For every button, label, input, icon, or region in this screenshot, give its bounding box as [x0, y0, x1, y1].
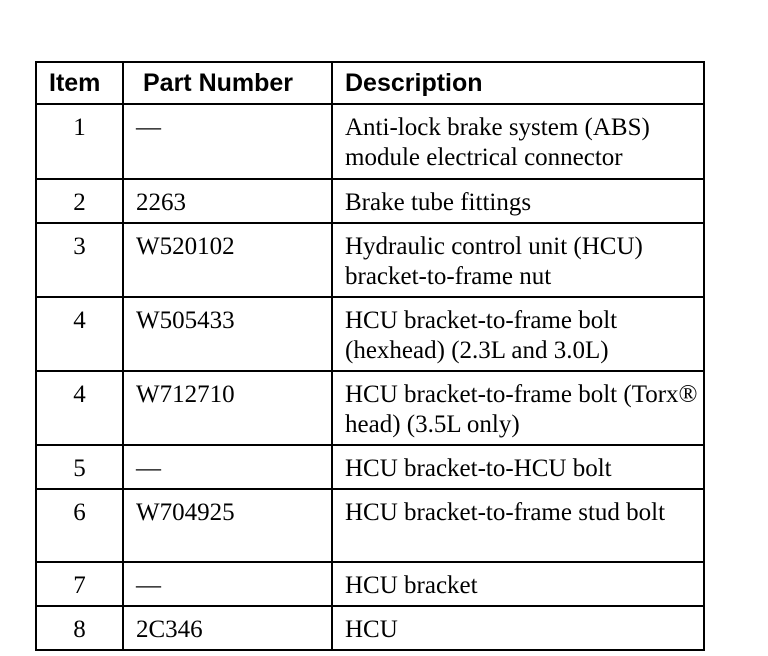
header-row	[36, 62, 704, 104]
description-cell: Brake tube fittings	[332, 179, 704, 223]
part-number-cell: W505433	[123, 297, 332, 371]
table-row	[36, 371, 704, 445]
part-number-cell: 2C346	[123, 606, 332, 650]
item-cell: 1	[36, 104, 123, 179]
part-number-cell: W712710	[123, 371, 332, 445]
item-cell: 3	[36, 223, 123, 297]
header-description: Description	[332, 62, 704, 104]
part-number-cell: —	[123, 445, 332, 489]
description-cell: HCU	[332, 606, 704, 650]
item-cell: 2	[36, 179, 123, 223]
part-number-cell: W520102	[123, 223, 332, 297]
description-cell: HCU bracket-to-frame stud bolt	[332, 489, 704, 562]
part-number-cell: 2263	[123, 179, 332, 223]
part-number-cell: —	[123, 104, 332, 179]
description-cell: HCU bracket	[332, 562, 704, 606]
part-number-cell: W704925	[123, 489, 332, 562]
table-row	[36, 562, 704, 606]
header-item: Item	[36, 62, 123, 104]
item-cell: 7	[36, 562, 123, 606]
description-cell: HCU bracket-to-HCU bolt	[332, 445, 704, 489]
table-row	[36, 104, 704, 179]
description-cell: HCU bracket-to-frame bolt (hexhead) (2.3L and 3.0L)	[332, 297, 704, 371]
table-row	[36, 179, 704, 223]
header-part-number: Part Number	[123, 62, 332, 104]
item-cell: 8	[36, 606, 123, 650]
description-cell: Anti-lock brake system (ABS) module electrical connector	[332, 104, 704, 179]
table-row	[36, 445, 704, 489]
description-cell: HCU bracket-to-frame bolt (Torx® head) (3.5L only)	[332, 371, 704, 445]
item-cell: 6	[36, 489, 123, 562]
item-cell: 4	[36, 297, 123, 371]
item-cell: 5	[36, 445, 123, 489]
part-number-cell: —	[123, 562, 332, 606]
item-cell: 4	[36, 371, 123, 445]
table-row	[36, 606, 704, 650]
table-row	[36, 223, 704, 297]
table-row	[36, 297, 704, 371]
description-cell: Hydraulic control unit (HCU) bracket-to-frame nut	[332, 223, 704, 297]
parts-table	[35, 61, 705, 651]
table-row	[36, 489, 704, 562]
